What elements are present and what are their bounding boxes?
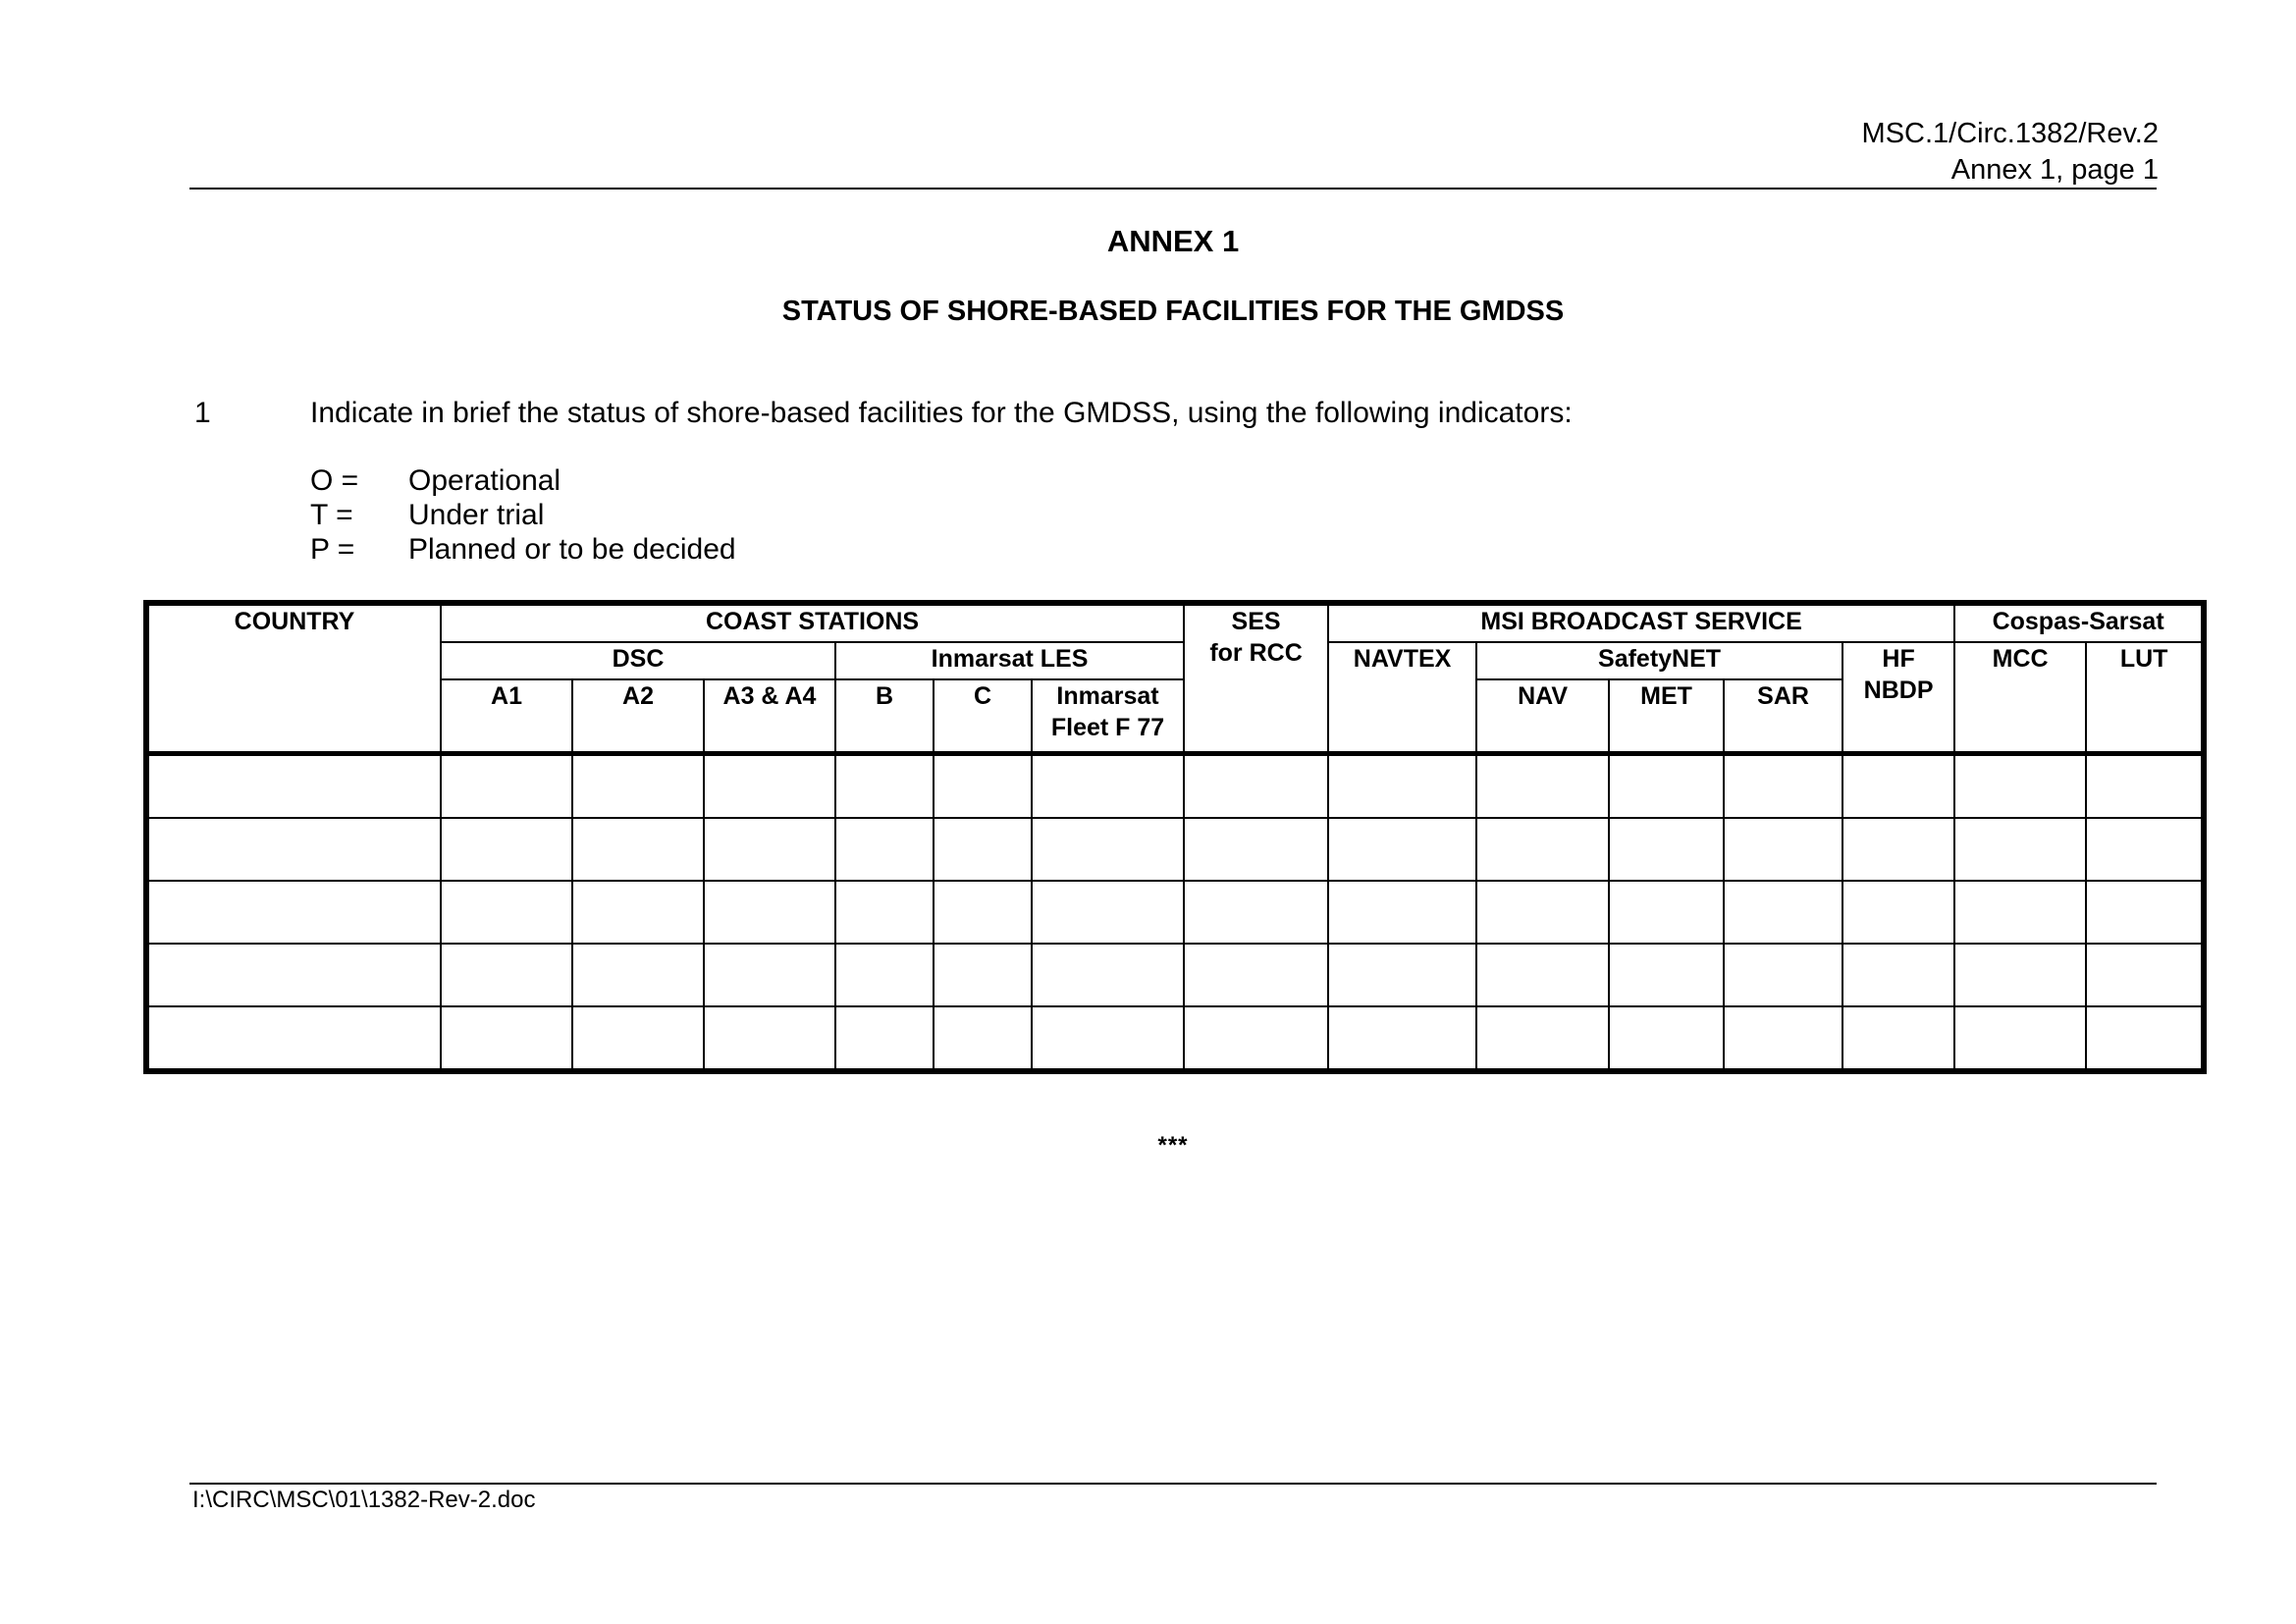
- table-cell[interactable]: [1724, 818, 1842, 881]
- col-group-inmarsat-les: Inmarsat LES: [835, 642, 1184, 679]
- legend-meaning: Under trial: [408, 499, 545, 531]
- col-c: C: [934, 679, 1032, 754]
- table-cell[interactable]: [1609, 881, 1724, 944]
- table-cell[interactable]: [1724, 944, 1842, 1006]
- table-row: [146, 881, 2204, 944]
- table-cell[interactable]: [572, 754, 704, 819]
- table-cell[interactable]: [1954, 944, 2086, 1006]
- fleet-line2: Fleet F 77: [1050, 714, 1165, 741]
- col-met: MET: [1609, 679, 1724, 754]
- col-ses-for-rcc: [1184, 603, 1328, 754]
- fleet-line1: Inmarsat: [1056, 682, 1159, 710]
- table-cell[interactable]: [572, 1006, 704, 1071]
- table-cell[interactable]: [1328, 754, 1476, 819]
- table-cell[interactable]: [441, 881, 572, 944]
- table-cell[interactable]: [704, 754, 835, 819]
- col-country: COUNTRY: [146, 603, 441, 754]
- legend-code: P =: [310, 533, 355, 566]
- col-b: B: [835, 679, 934, 754]
- col-sar: SAR: [1724, 679, 1842, 754]
- table-cell[interactable]: [1724, 754, 1842, 819]
- table-cell[interactable]: [1954, 754, 2086, 819]
- table-cell[interactable]: [1609, 944, 1724, 1006]
- col-mcc: MCC: [1954, 642, 2086, 754]
- table-cell[interactable]: [1842, 881, 1954, 944]
- table-cell[interactable]: [1954, 1006, 2086, 1071]
- legend-code: O =: [310, 464, 359, 497]
- table-cell[interactable]: [146, 944, 441, 1006]
- table-cell[interactable]: [1609, 1006, 1724, 1071]
- table-body: [146, 754, 2204, 1072]
- col-nav: NAV: [1476, 679, 1609, 754]
- table-cell[interactable]: [441, 1006, 572, 1071]
- col-navtex: NAVTEX: [1328, 642, 1476, 754]
- table-cell[interactable]: [1842, 818, 1954, 881]
- table-row: [146, 944, 2204, 1006]
- table-cell[interactable]: [1032, 881, 1184, 944]
- legend-item: [310, 532, 736, 567]
- table-cell[interactable]: [572, 944, 704, 1006]
- table-cell[interactable]: [1476, 818, 1609, 881]
- table-cell[interactable]: [2086, 754, 2204, 819]
- table-cell[interactable]: [934, 818, 1032, 881]
- table-cell[interactable]: [572, 881, 704, 944]
- table-row: [146, 1006, 2204, 1071]
- table-cell[interactable]: [146, 818, 441, 881]
- hf-line2: NBDP: [1863, 677, 1934, 704]
- table-cell[interactable]: [441, 944, 572, 1006]
- footer-rule: [189, 1483, 2157, 1485]
- table-cell[interactable]: [1842, 754, 1954, 819]
- table-cell[interactable]: [441, 754, 572, 819]
- table-cell[interactable]: [835, 881, 934, 944]
- end-marker: ***: [1157, 1132, 1189, 1159]
- ses-line1: SES: [1231, 608, 1281, 635]
- shore-facilities-table: [143, 600, 2207, 1074]
- table-cell[interactable]: [704, 818, 835, 881]
- hf-line1: HF: [1882, 645, 1915, 673]
- table-cell[interactable]: [1476, 1006, 1609, 1071]
- table-cell[interactable]: [1842, 944, 1954, 1006]
- col-group-dsc: DSC: [441, 642, 835, 679]
- table-cell[interactable]: [1184, 944, 1328, 1006]
- ses-line2: for RCC: [1209, 639, 1303, 667]
- legend-meaning: Planned or to be decided: [408, 533, 736, 566]
- legend-item: [310, 498, 736, 532]
- table-cell[interactable]: [1184, 881, 1328, 944]
- table-cell[interactable]: [934, 754, 1032, 819]
- table-cell[interactable]: [441, 818, 572, 881]
- col-hf-nbdp: [1842, 642, 1954, 754]
- table-cell[interactable]: [1328, 944, 1476, 1006]
- table-cell[interactable]: [934, 881, 1032, 944]
- table-cell[interactable]: [835, 754, 934, 819]
- table-cell[interactable]: [835, 1006, 934, 1071]
- col-group-safetynet: SafetyNET: [1476, 642, 1842, 679]
- table-cell[interactable]: [704, 1006, 835, 1071]
- table-cell[interactable]: [1476, 881, 1609, 944]
- annex-title: ANNEX 1: [1106, 224, 1240, 258]
- table-cell[interactable]: [1476, 944, 1609, 1006]
- table-cell[interactable]: [146, 881, 441, 944]
- table-cell[interactable]: [1476, 754, 1609, 819]
- table-cell[interactable]: [2086, 1006, 2204, 1071]
- table-cell[interactable]: [146, 754, 441, 819]
- table-cell[interactable]: [704, 944, 835, 1006]
- table-cell[interactable]: [572, 818, 704, 881]
- legend-code: T =: [310, 499, 353, 531]
- table-cell[interactable]: [835, 818, 934, 881]
- table-cell[interactable]: [1032, 818, 1184, 881]
- table-cell[interactable]: [1328, 1006, 1476, 1071]
- col-a1: A1: [441, 679, 572, 754]
- table-cell[interactable]: [2086, 944, 2204, 1006]
- table-cell[interactable]: [1954, 818, 2086, 881]
- table-cell[interactable]: [934, 1006, 1032, 1071]
- table-cell[interactable]: [146, 1006, 441, 1071]
- doc-ref: MSC.1/Circ.1382/Rev.2: [1861, 118, 2159, 149]
- table-cell[interactable]: [1032, 944, 1184, 1006]
- paragraph-text: Indicate in brief the status of shore-based facilities for the GMDSS, using the following indicators:: [310, 397, 1573, 429]
- table-cell[interactable]: [835, 944, 934, 1006]
- table-cell[interactable]: [1184, 754, 1328, 819]
- document-reference: [1862, 116, 2159, 189]
- table-cell[interactable]: [934, 944, 1032, 1006]
- table-cell[interactable]: [1724, 1006, 1842, 1071]
- paragraph-number: 1: [194, 397, 211, 429]
- table-cell[interactable]: [1609, 754, 1724, 819]
- table-cell[interactable]: [1184, 818, 1328, 881]
- legend-item: [310, 463, 736, 498]
- col-lut: LUT: [2086, 642, 2204, 754]
- footer-file-path: I:\CIRC\MSC\01\1382-Rev-2.doc: [192, 1487, 536, 1513]
- table-cell[interactable]: [1954, 881, 2086, 944]
- table-cell[interactable]: [2086, 881, 2204, 944]
- col-a3-a4: A3 & A4: [704, 679, 835, 754]
- legend-meaning: Operational: [408, 464, 561, 497]
- header-rule: [189, 188, 2157, 189]
- table-row: [146, 754, 2204, 819]
- col-a2: A2: [572, 679, 704, 754]
- col-inmarsat-fleet: [1032, 679, 1184, 754]
- table-cell[interactable]: [1328, 818, 1476, 881]
- col-group-coast-stations: COAST STATIONS: [441, 603, 1184, 642]
- page-ref: Annex 1, page 1: [1950, 154, 2159, 186]
- table-cell[interactable]: [2086, 818, 2204, 881]
- table-cell[interactable]: [1032, 754, 1184, 819]
- table-cell[interactable]: [1328, 881, 1476, 944]
- table-cell[interactable]: [1609, 818, 1724, 881]
- table-cell[interactable]: [1724, 881, 1842, 944]
- page-title: STATUS OF SHORE-BASED FACILITIES FOR THE GMDSS: [781, 296, 1565, 327]
- table-row: [146, 818, 2204, 881]
- indicator-legend: [310, 463, 736, 567]
- table-cell[interactable]: [1184, 1006, 1328, 1071]
- instruction-paragraph: [194, 397, 2059, 430]
- table-cell[interactable]: [1842, 1006, 1954, 1071]
- col-group-cospas-sarsat: Cospas-Sarsat: [1954, 603, 2204, 642]
- table-cell[interactable]: [1032, 1006, 1184, 1071]
- table-cell[interactable]: [704, 881, 835, 944]
- col-group-msi-broadcast: MSI BROADCAST SERVICE: [1328, 603, 1954, 642]
